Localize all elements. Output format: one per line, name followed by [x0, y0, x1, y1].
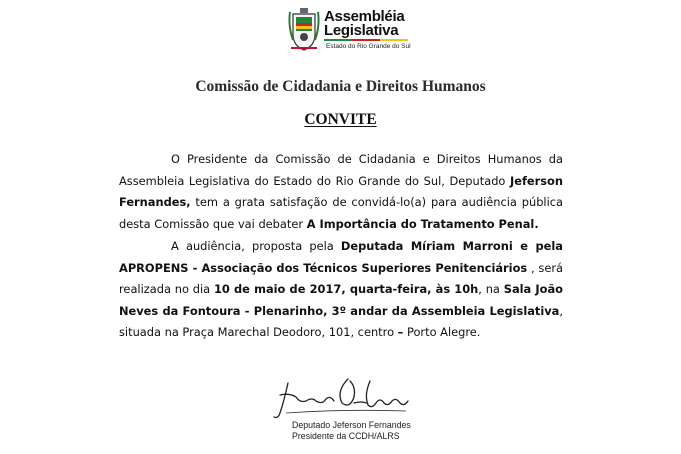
paragraph2-dash: –: [397, 325, 404, 340]
paragraph1-text-1: O Presidente da Comissão de Cidadania e Direitos Humanos da Assembleia Legislativa do Estado do Rio Grande do Sul, Deputado: [119, 152, 563, 188]
paragraph1-deputy-name: Jeferson Fernandes,: [119, 173, 563, 210]
coat-of-arms-icon: [287, 6, 321, 52]
paragraph2-text-3: , na: [478, 282, 504, 297]
signatory-name: Deputado Jeferson Fernandes: [292, 420, 411, 430]
paragraph-details: [119, 236, 563, 344]
paragraph2-text-4: , situada na Praça Marechal Deodoro, 101, centro: [119, 303, 563, 340]
paragraph2-proponents: Deputada Míriam Marroni e pela APROPENS - Associação dos Técnicos Superiores Penitenciários: [119, 239, 563, 275]
paragraph1-topic: A Importância do Tratamento Penal.: [306, 216, 539, 231]
document-heading: [0, 111, 681, 129]
paragraph2-location: Sala João Neves da Fontoura - Plenarinho, 3º andar da Assembleia Legislativa: [119, 282, 563, 318]
paragraph2-text-2: , será realizada no dia: [119, 260, 563, 297]
paragraph2-date: 10 de maio de 2017, quarta-feira, às 10h: [214, 282, 479, 297]
logo-line-assembleia: Assembléia: [324, 8, 405, 25]
logo-line-legislativa: Legislativa: [324, 22, 399, 39]
logo-flag-bar: [324, 39, 408, 41]
handwritten-signature: [266, 373, 416, 423]
paragraph2-text-5: Porto Alegre.: [403, 325, 481, 340]
logo-subtitle: Estado do Rio Grande do Sul: [326, 43, 411, 50]
paragraph1-text-2: tem a grata satisfação de convidá-lo(a) para audiência pública desta Comissão que vai debater: [119, 195, 563, 231]
committee-title: Comissão de Cidadania e Direitos Humanos: [195, 78, 486, 95]
heading-text: CONVITE: [304, 111, 377, 128]
paragraph-invitation: [119, 149, 563, 235]
assembly-logo: [287, 6, 411, 54]
paragraph2-text-1: A audiência, proposta pela: [171, 239, 341, 253]
signatory-title: Presidente da CCDH/ALRS: [292, 431, 400, 441]
